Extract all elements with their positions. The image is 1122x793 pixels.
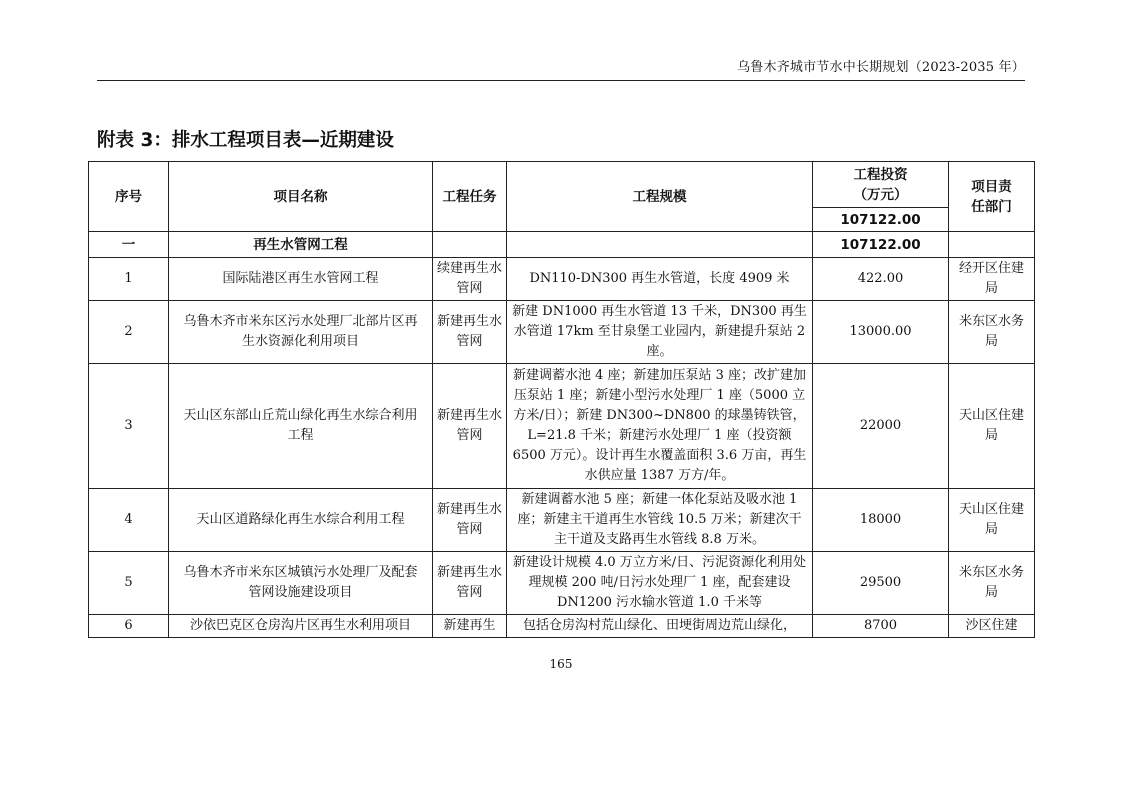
col-header-scale: 工程规模 [507, 162, 813, 232]
section-name: 再生水管网工程 [169, 232, 433, 258]
row-task: 新建再生水管网 [433, 301, 507, 364]
row-task: 续建再生水管网 [433, 258, 507, 301]
row-investment: 29500 [813, 552, 949, 615]
row-investment: 8700 [813, 615, 949, 638]
col-header-task: 工程任务 [433, 162, 507, 232]
row-investment: 13000.00 [813, 301, 949, 364]
row-task: 新建再生 [433, 615, 507, 638]
row-scale: 包括仓房沟村荒山绿化、田埂街周边荒山绿化， [507, 615, 813, 638]
row-scale: 新建设计规模 4.0 万立方米/日、污泥资源化利用处理规模 200 吨/日污水处理厂 1 座，配套建设 DN1200 污水输水管道 1.0 千米等 [507, 552, 813, 615]
table-row [89, 489, 1035, 552]
table-row [89, 364, 1035, 489]
row-seq: 3 [89, 364, 169, 489]
section-task [433, 232, 507, 258]
row-scale: DN110-DN300 再生水管道，长度 4909 米 [507, 258, 813, 301]
section-investment: 107122.00 [813, 232, 949, 258]
col-header-investment: 工程投资（万元） [813, 162, 949, 208]
row-dept: 沙区住建 [949, 615, 1035, 638]
table-row [89, 301, 1035, 364]
row-scale: 新建 DN1000 再生水管道 13 千米，DN300 再生水管道 17km 至甘泉堡工业园内，新建提升泵站 2 座。 [507, 301, 813, 364]
row-task: 新建再生水管网 [433, 552, 507, 615]
row-name: 沙依巴克区仓房沟片区再生水利用项目 [169, 615, 433, 638]
row-investment: 18000 [813, 489, 949, 552]
row-dept: 经开区住建局 [949, 258, 1035, 301]
section-dept [949, 232, 1035, 258]
row-seq: 5 [89, 552, 169, 615]
investment-total: 107122.00 [813, 208, 949, 232]
col-header-dept: 项目责任部门 [949, 162, 1035, 232]
row-investment: 22000 [813, 364, 949, 489]
row-seq: 6 [89, 615, 169, 638]
page-number: 165 [549, 657, 573, 671]
col-header-seq: 序号 [89, 162, 169, 232]
table-row [89, 552, 1035, 615]
row-seq: 2 [89, 301, 169, 364]
row-dept: 天山区住建局 [949, 489, 1035, 552]
header-row [89, 162, 1035, 208]
row-name: 乌鲁木齐市米东区城镇污水处理厂及配套管网设施建设项目 [169, 552, 433, 615]
running-header: 乌鲁木齐城市节水中长期规划（2023-2035 年） [737, 60, 1025, 75]
section-row [89, 232, 1035, 258]
col-header-name: 项目名称 [169, 162, 433, 232]
table-body [89, 162, 1035, 638]
project-table [88, 161, 1035, 638]
row-task: 新建再生水管网 [433, 364, 507, 489]
table-row [89, 615, 1035, 638]
table-row [89, 258, 1035, 301]
row-investment: 422.00 [813, 258, 949, 301]
row-name: 天山区道路绿化再生水综合利用工程 [169, 489, 433, 552]
row-task: 新建再生水管网 [433, 489, 507, 552]
row-dept: 米东区水务局 [949, 552, 1035, 615]
row-scale: 新建调蓄水池 5 座；新建一体化泵站及吸水池 1 座；新建主干道再生水管线 10.5 万米；新建次干主干道及支路再生水管线 8.8 万米。 [507, 489, 813, 552]
row-seq: 1 [89, 258, 169, 301]
row-name: 乌鲁木齐市米东区污水处理厂北部片区再生水资源化利用项目 [169, 301, 433, 364]
row-dept: 米东区水务局 [949, 301, 1035, 364]
row-dept: 天山区住建局 [949, 364, 1035, 489]
row-name: 国际陆港区再生水管网工程 [169, 258, 433, 301]
row-scale: 新建调蓄水池 4 座；新建加压泵站 3 座；改扩建加压泵站 1 座；新建小型污水处理厂 1 座（5000 立方米/日）；新建 DN300~DN800 的球墨铸铁管，L=21.8 千米；新建污水处理厂 1 座（投资额 6500 万元）。设计再生水覆盖面积 3.6 万亩，再生水供应量 1387 万方/年。 [507, 364, 813, 489]
header-rule [97, 80, 1025, 81]
document-title: 附表 3：排水工程项目表—近期建设 [97, 130, 394, 151]
section-seq: 一 [89, 232, 169, 258]
row-name: 天山区东部山丘荒山绿化再生水综合利用工程 [169, 364, 433, 489]
row-seq: 4 [89, 489, 169, 552]
section-scale [507, 232, 813, 258]
